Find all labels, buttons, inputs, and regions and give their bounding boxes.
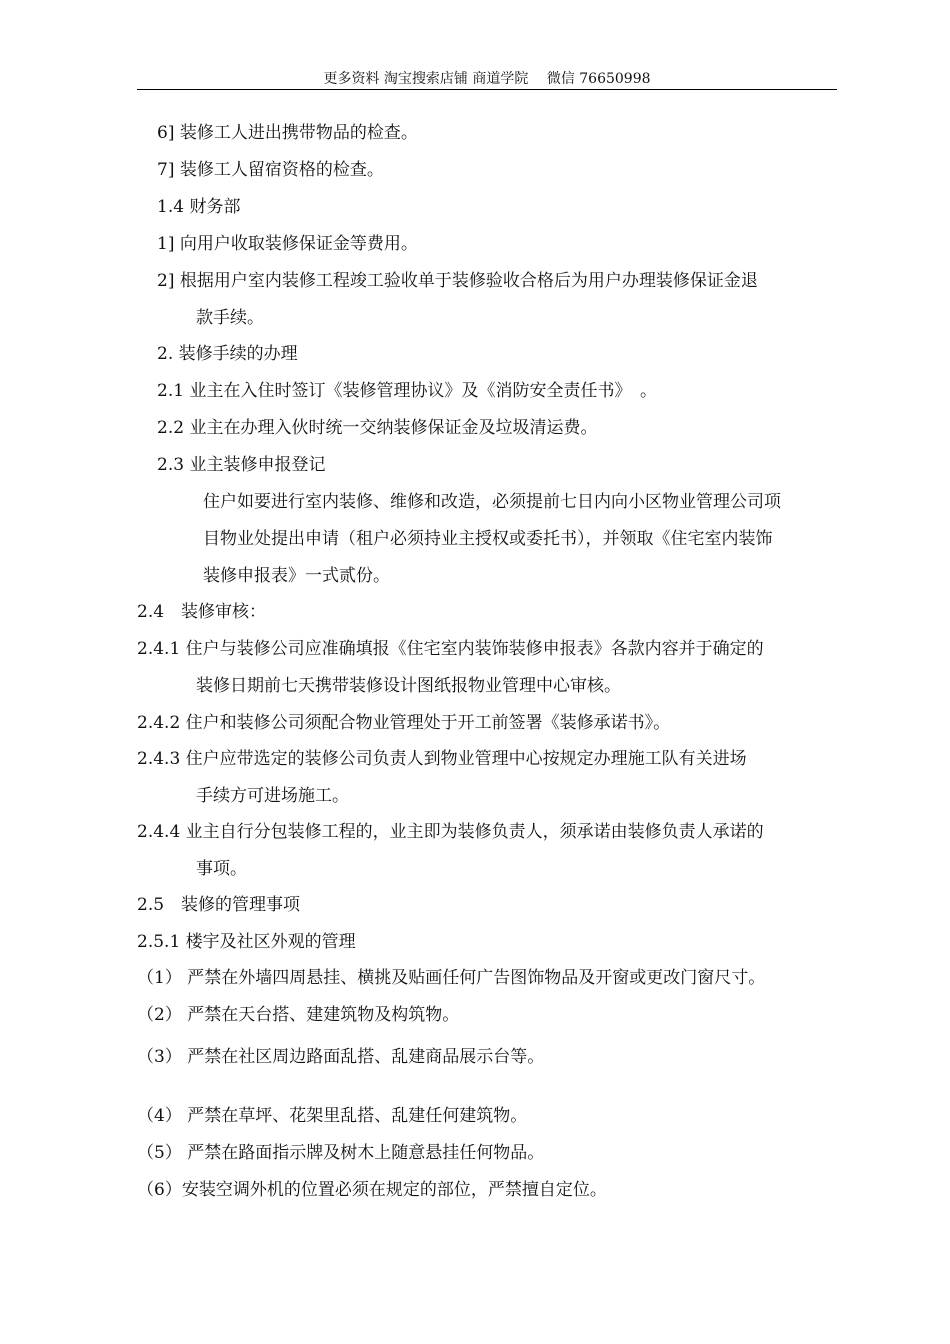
text-line: 1] 向用户收取装修保证金等费用。 <box>157 234 418 254</box>
text-line: 2.4.3 住户应带选定的装修公司负责人到物业管理中心按规定办理施工队有关进场 <box>137 749 747 769</box>
page-header: 更多资料 淘宝搜索店铺 商道学院 微信 76650998 <box>323 71 651 87</box>
text-line: 2] 根据用户室内装修工程竣工验收单于装修验收合格后为用户办理装修保证金退 <box>157 271 758 291</box>
list-item: （2） 严禁在天台搭、建建筑物及构筑物。 <box>137 1005 460 1025</box>
section-heading: 2.5.1 楼宇及社区外观的管理 <box>137 932 356 952</box>
text-line: 2.4.2 住户和装修公司须配合物业管理处于开工前签署《装修承诺书》。 <box>137 713 671 733</box>
section-heading: 2.4 装修审核： <box>137 602 267 622</box>
list-item: （1） 严禁在外墙四周悬挂、横挑及贴画任何广告图饰物品及开窗或更改门窗尺寸。 <box>137 968 766 988</box>
list-item: （4） 严禁在草坪、花架里乱搭、乱建任何建筑物。 <box>137 1106 528 1126</box>
list-item: （6）安装空调外机的位置必须在规定的部位，严禁擅自定位。 <box>137 1180 607 1200</box>
text-line: 住户如要进行室内装修、维修和改造，必须提前七日内向小区物业管理公司项 <box>203 492 781 512</box>
text-line: 6] 装修工人进出携带物品的检查。 <box>157 123 418 143</box>
text-line: 目物业处提出申请（租户必须持业主授权或委托书），并领取《住宅室内装饰 <box>203 529 773 549</box>
text-line: 装修日期前七天携带装修设计图纸报物业管理中心审核。 <box>196 676 621 696</box>
text-line: 2.2 业主在办理入伙时统一交纳装修保证金及垃圾清运费。 <box>157 418 598 438</box>
header-divider <box>137 89 837 90</box>
section-heading: 2.5 装修的管理事项 <box>137 895 301 915</box>
section-heading: 2. 装修手续的办理 <box>157 344 298 364</box>
text-line: 款手续。 <box>196 308 264 328</box>
text-line: 事项。 <box>196 859 247 879</box>
text-line: 装修申报表》一式贰份。 <box>203 566 390 586</box>
section-heading: 1.4 财务部 <box>157 197 241 217</box>
text-line: 2.3 业主装修申报登记 <box>157 455 326 475</box>
text-line: 2.4.4 业主自行分包装修工程的，业主即为装修负责人，须承诺由装修负责人承诺的 <box>137 822 764 842</box>
text-line: 2.4.1 住户与装修公司应准确填报《住宅室内装饰装修申报表》各款内容并于确定的 <box>137 639 764 659</box>
list-item: （3） 严禁在社区周边路面乱搭、乱建商品展示台等。 <box>137 1047 545 1067</box>
list-item: （5） 严禁在路面指示牌及树木上随意悬挂任何物品。 <box>137 1143 545 1163</box>
text-line: 手续方可进场施工。 <box>196 786 349 806</box>
text-line: 2.1 业主在入住时签订《装修管理协议》及《消防安全责任书》 。 <box>157 381 657 401</box>
text-line: 7] 装修工人留宿资格的检查。 <box>157 160 384 180</box>
